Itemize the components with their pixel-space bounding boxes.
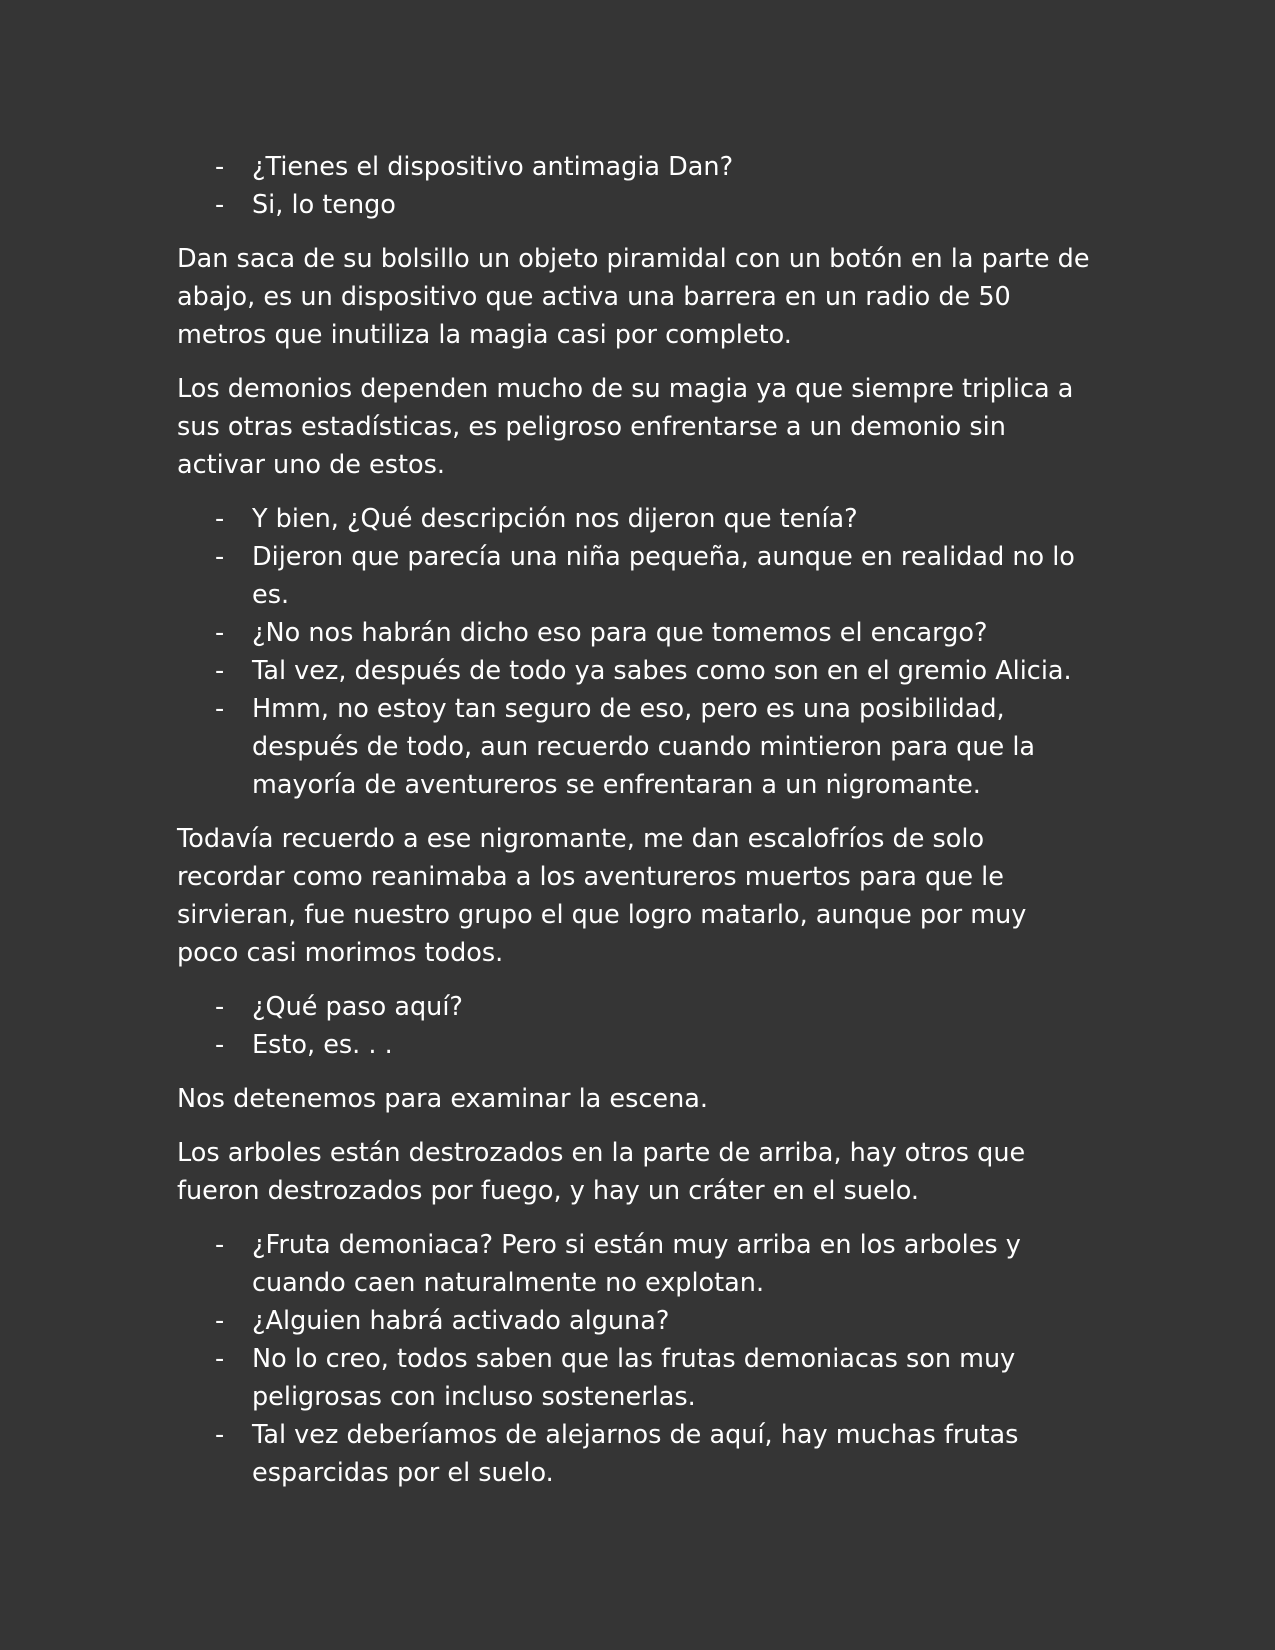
dialogue-line: - Si, lo tengo bbox=[177, 186, 1092, 224]
dialogue-line: - No lo creo, todos saben que las frutas demoniacas son muy peligrosas con incluso sostenerlas. bbox=[177, 1340, 1092, 1416]
dialogue-line: - Hmm, no estoy tan seguro de eso, pero es una posibilidad, después de todo, aun recuerdo cuando mintieron para que la mayoría de aventureros se enfrentaran a un nigromante. bbox=[177, 690, 1092, 804]
dialogue-list bbox=[177, 148, 1092, 224]
dialogue-line: - ¿Qué paso aquí? bbox=[177, 988, 1092, 1026]
dialogue-line: - Tal vez, después de todo ya sabes como son en el gremio Alicia. bbox=[177, 652, 1092, 690]
narration-paragraph: Los demonios dependen mucho de su magia ya que siempre triplica a sus otras estadísticas, es peligroso enfrentarse a un demonio sin activar uno de estos. bbox=[177, 374, 1074, 480]
narration-paragraph: Dan saca de su bolsillo un objeto piramidal con un botón en la parte de abajo, es un dispositivo que activa una barrera en un radio de 50 metros que inutiliza la magia casi por completo. bbox=[177, 244, 1090, 350]
dialogue-line: - Esto, es. . . bbox=[177, 1026, 1092, 1064]
narration-paragraph: Nos detenemos para examinar la escena. bbox=[177, 1084, 708, 1114]
dialogue-line: - Dijeron que parecía una niña pequeña, aunque en realidad no lo es. bbox=[177, 538, 1092, 614]
dialogue-line: - ¿No nos habrán dicho eso para que tomemos el encargo? bbox=[177, 614, 1092, 652]
dialogue-line: - ¿Alguien habrá activado alguna? bbox=[177, 1302, 1092, 1340]
dialogue-line: - ¿Tienes el dispositivo antimagia Dan? bbox=[177, 148, 1092, 186]
dialogue-list bbox=[177, 500, 1092, 804]
document-page bbox=[177, 148, 1092, 1508]
dialogue-list bbox=[177, 1226, 1092, 1492]
narration-paragraph: Los arboles están destrozados en la parte de arriba, hay otros que fueron destrozados por fuego, y hay un cráter en el suelo. bbox=[177, 1138, 1026, 1206]
dialogue-list bbox=[177, 988, 1092, 1064]
dialogue-line: - Tal vez deberíamos de alejarnos de aquí, hay muchas frutas esparcidas por el suelo. bbox=[177, 1416, 1092, 1492]
dialogue-line: - ¿Fruta demoniaca? Pero si están muy arriba en los arboles y cuando caen naturalmente no explotan. bbox=[177, 1226, 1092, 1302]
dialogue-line: - Y bien, ¿Qué descripción nos dijeron que tenía? bbox=[177, 500, 1092, 538]
narration-paragraph: Todavía recuerdo a ese nigromante, me dan escalofríos de solo recordar como reanimaba a los aventureros muertos para que le sirvieran, fue nuestro grupo el que logro matarlo, aunque por muy poco casi morimos todos. bbox=[177, 824, 1027, 968]
